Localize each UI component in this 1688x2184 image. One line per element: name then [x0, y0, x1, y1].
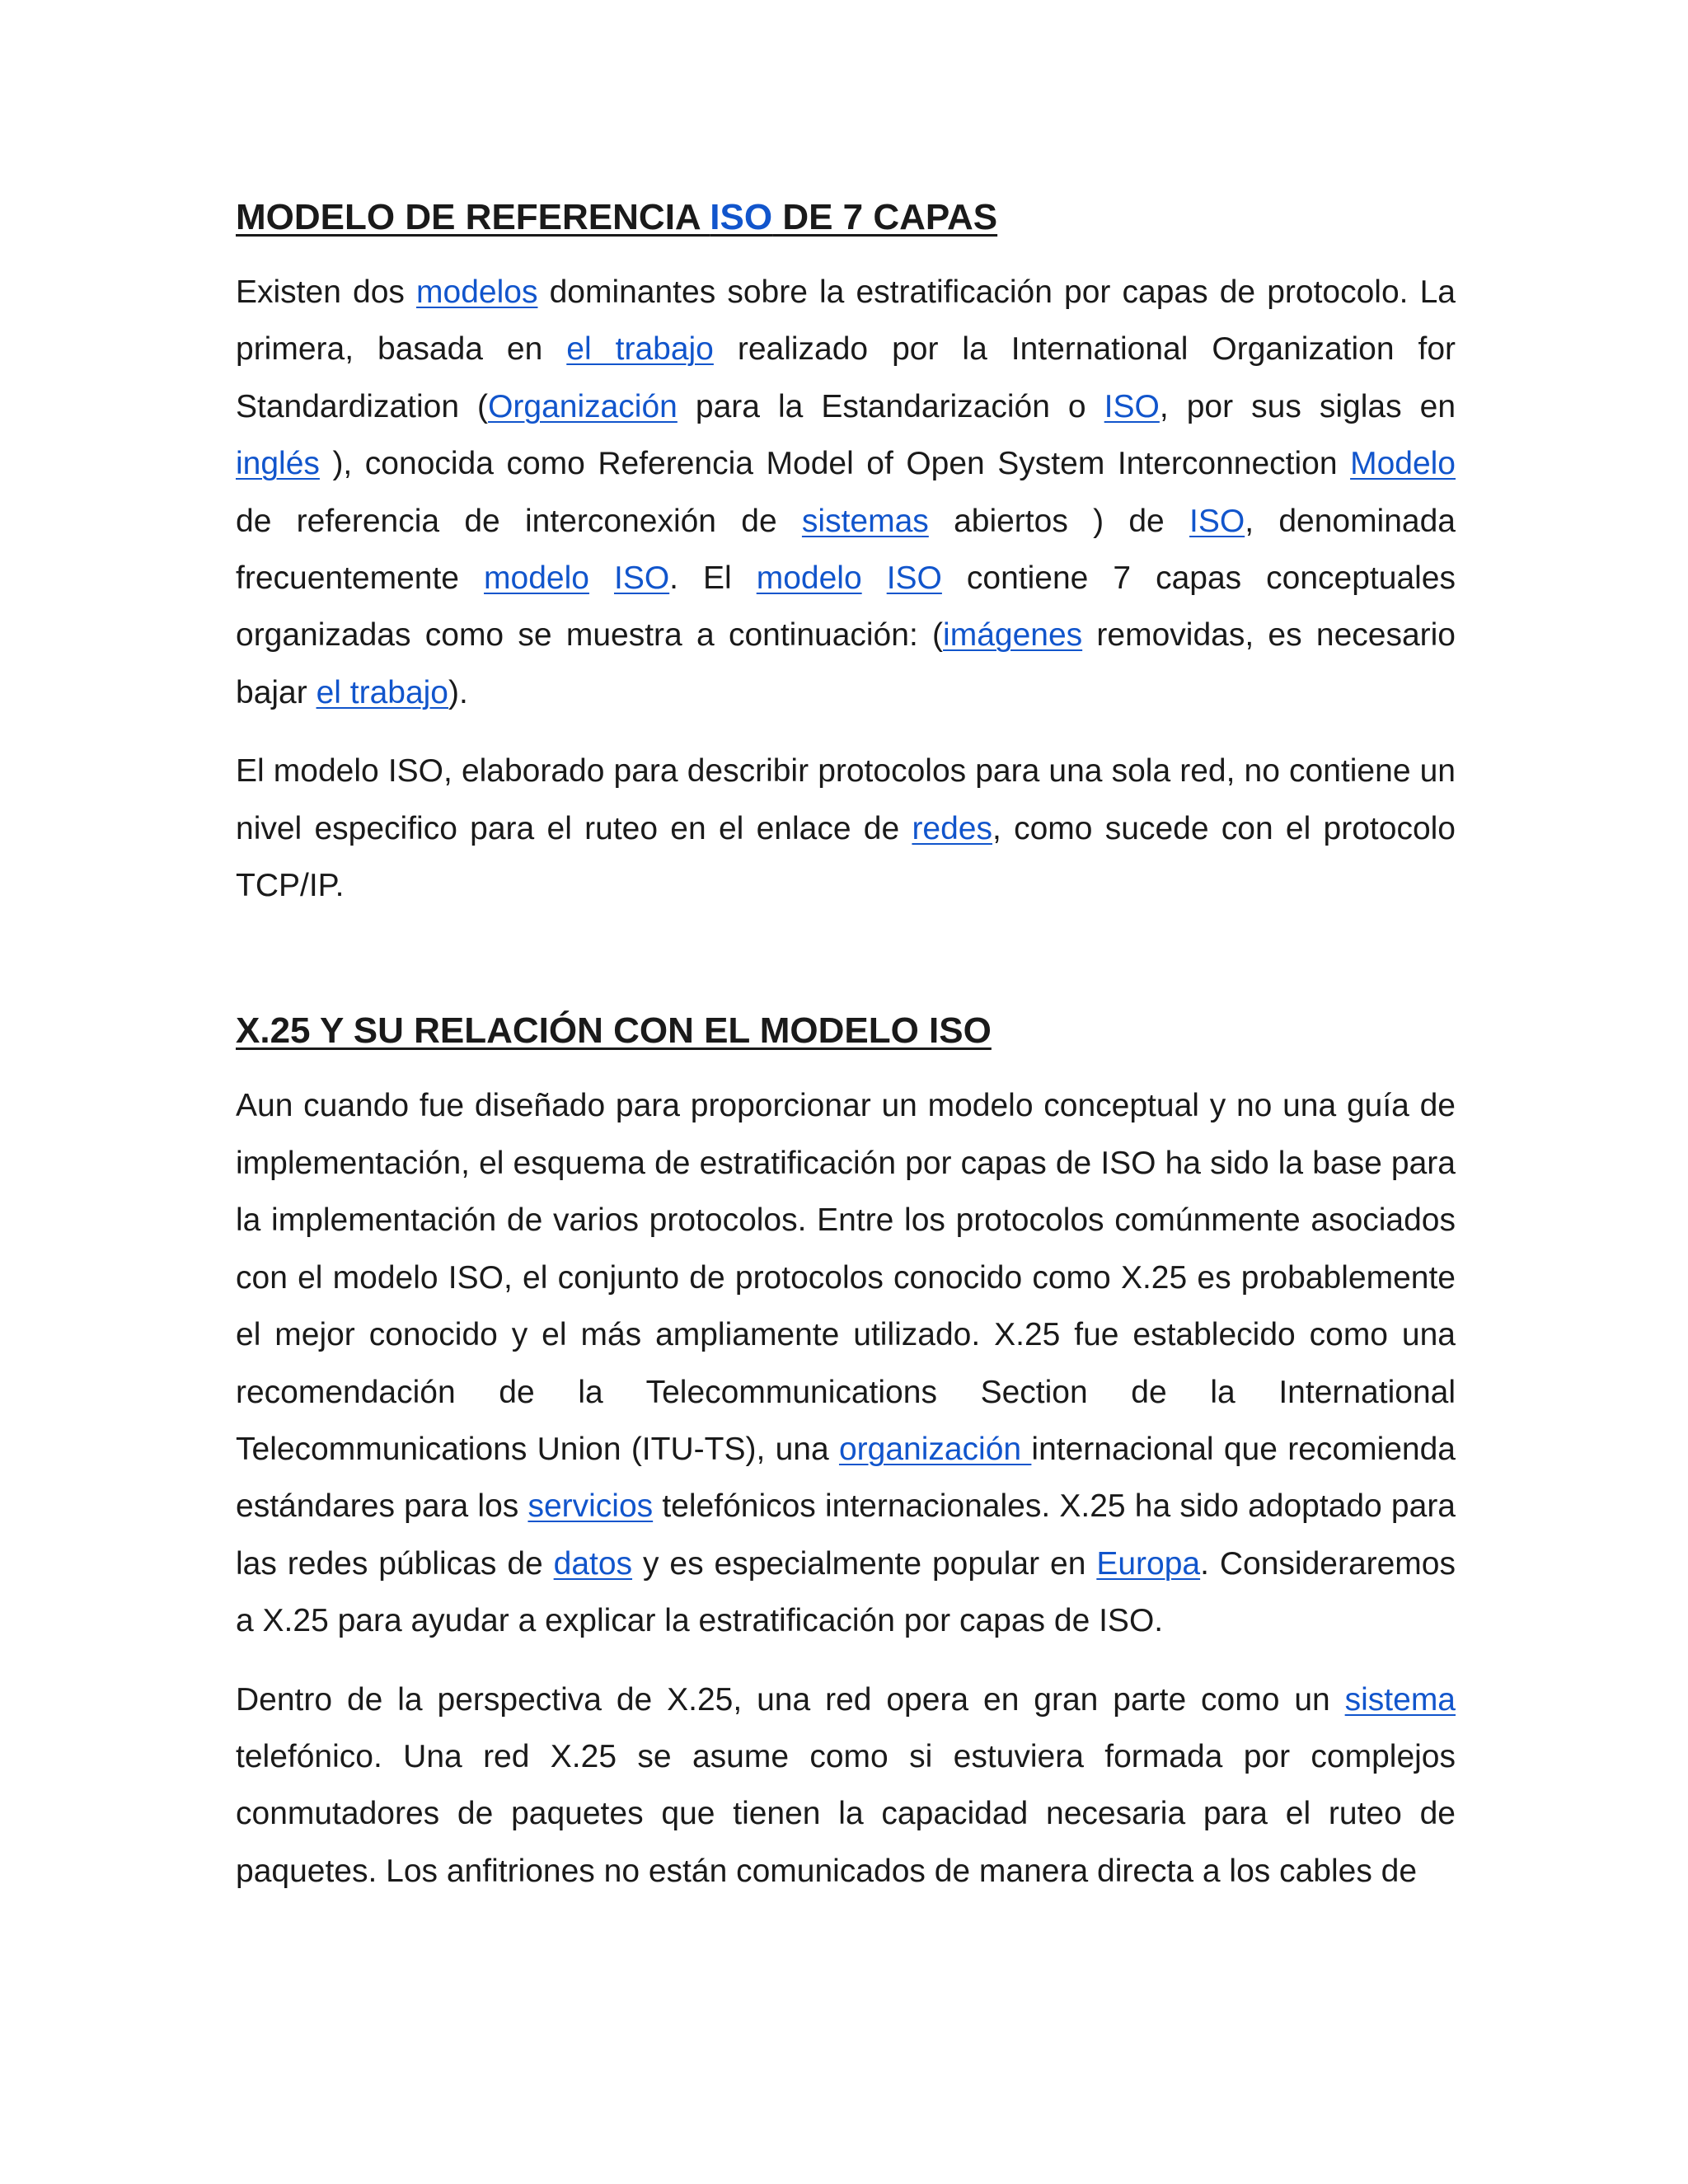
link-datos[interactable]: datos: [553, 1545, 633, 1582]
paragraph-text: contiene 7 capas conceptuales organizadas como se muestra a continuación: (: [236, 560, 1456, 654]
link-redes[interactable]: redes: [912, 810, 992, 846]
link-modelo[interactable]: modelo: [484, 560, 589, 597]
link-el-trabajo[interactable]: el trabajo: [316, 674, 448, 710]
paragraph-text: y es especialmente popular en: [632, 1545, 1097, 1582]
paragraph-text: . Consideraremos a X.25 para ayudar a explicar la estratificación por capas de ISO.: [236, 1545, 1456, 1639]
document-page: [236, 190, 1456, 1900]
paragraph-text: removidas, es necesario bajar: [236, 617, 1456, 710]
paragraph-x25-intro: [236, 1077, 1456, 1649]
paragraph-text: internacional que recomienda estándares para los: [236, 1431, 1456, 1525]
paragraph-text: [589, 560, 614, 596]
paragraph-text: Existen dos: [236, 274, 417, 310]
link-el-trabajo[interactable]: el trabajo: [566, 331, 714, 368]
paragraph-text: abiertos ) de: [928, 503, 1190, 539]
link-iso[interactable]: ISO: [1189, 503, 1245, 539]
paragraph-text: Aun cuando fue diseñado para proporcionar un modelo conceptual y no una guía de implementación, el esquema de estratificación por capas de ISO ha sido la base para la implementación de varios protocolos. Entre los protocolos comúnmente asociados con el modelo ISO, el conjunto de protocolos conocido como X.25 es probablemente el mejor conocido y el más ampliamente utilizado. X.25 fue establecido como una recomendación de la Telecommunications Section de la International Telecommunications Union (ITU-TS), una: [236, 1088, 1456, 1467]
paragraph-text: telefónicos internacionales. X.25 ha sido adoptado para las redes públicas de: [236, 1488, 1456, 1582]
link-modelo[interactable]: Modelo: [1350, 446, 1456, 482]
link-organizacion[interactable]: organización: [838, 1431, 1032, 1467]
heading-text: DE 7 CAPAS: [772, 197, 998, 237]
heading-text: MODELO DE REFERENCIA: [236, 197, 710, 237]
link-europa[interactable]: Europa: [1096, 1545, 1201, 1582]
link-ingles[interactable]: inglés: [236, 446, 320, 482]
iso-heading-link[interactable]: ISO: [710, 197, 773, 237]
link-sistema[interactable]: sistema: [1344, 1681, 1456, 1718]
link-servicios[interactable]: servicios: [528, 1488, 654, 1525]
paragraph-text: para la Estandarización o: [677, 388, 1104, 424]
paragraph-x25-network: [236, 1671, 1456, 1900]
link-iso[interactable]: ISO: [613, 560, 670, 597]
paragraph-text: [862, 560, 887, 596]
link-modelos[interactable]: modelos: [416, 274, 538, 310]
paragraph-iso-intro: [236, 264, 1456, 721]
paragraph-text: . El: [669, 560, 757, 597]
paragraph-text: , por sus siglas en: [1159, 388, 1456, 424]
paragraph-text: realizado por la International Organization for Standardization (: [236, 331, 1456, 424]
link-organizacion[interactable]: Organización: [488, 388, 678, 424]
section-heading-x25: X.25 Y SU RELACIÓN CON EL MODELO ISO: [236, 1010, 992, 1052]
section-heading-iso-model: [236, 190, 1456, 246]
paragraph-text: ).: [448, 674, 468, 710]
link-iso[interactable]: ISO: [1104, 388, 1160, 424]
paragraph-text: telefónico. Una red X.25 se asume como si estuviera formada por complejos conmutadores de paquetes que tienen la capacidad necesaria para el ruteo de paquetes. Los anfitriones no están comunicados de manera directa a los cables de: [236, 1738, 1456, 1889]
paragraph-iso-routing: [236, 743, 1456, 914]
link-modelo[interactable]: modelo: [756, 560, 862, 597]
paragraph-text: ), conocida como Referencia Model of Open System Interconnection: [319, 446, 1351, 482]
link-iso[interactable]: ISO: [886, 560, 942, 597]
paragraph-text: de referencia de interconexión de: [236, 503, 802, 539]
paragraph-text: , denominada frecuentemente: [236, 503, 1456, 597]
paragraph-text: Dentro de la perspectiva de X.25, una red opera en gran parte como un: [236, 1681, 1345, 1718]
link-imagenes[interactable]: imágenes: [943, 617, 1083, 654]
paragraph-text: , como sucede con el protocolo TCP/IP.: [236, 810, 1456, 904]
link-sistemas[interactable]: sistemas: [801, 503, 929, 539]
paragraph-text: El modelo ISO, elaborado para describir protocolos para una sola red, no contiene un nivel especifico para el ruteo en el enlace de: [236, 753, 1456, 846]
paragraph-text: dominantes sobre la estratificación por capas de protocolo. La primera, basada en: [236, 274, 1456, 368]
